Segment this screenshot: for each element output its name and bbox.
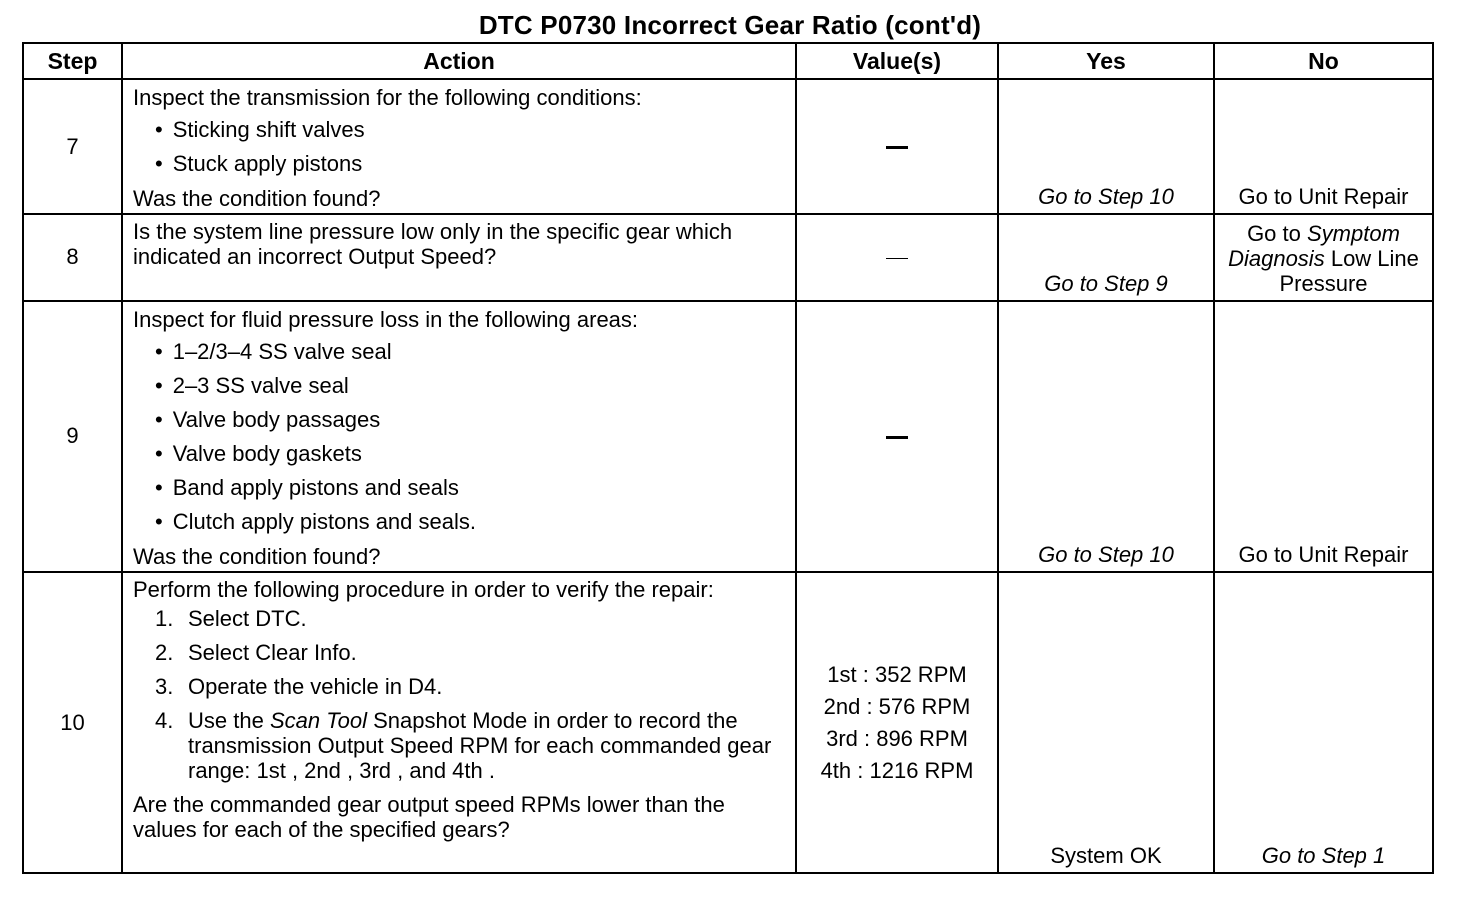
bullet-list bbox=[133, 113, 785, 181]
step-text: Operate the vehicle in D4. bbox=[188, 674, 443, 700]
yes-cell: Go to Step 10 bbox=[998, 79, 1214, 214]
value-cell bbox=[796, 214, 998, 300]
value-dash bbox=[886, 258, 908, 260]
value-cell bbox=[796, 301, 998, 573]
table-row bbox=[23, 572, 1433, 873]
step-number: 9 bbox=[23, 301, 122, 573]
step-text bbox=[188, 708, 785, 783]
action-cell bbox=[122, 214, 796, 300]
rpm-value: 2nd : 576 RPM bbox=[823, 693, 971, 719]
list-item: • Valve body gaskets bbox=[155, 437, 785, 471]
action-question: Was the condition found? bbox=[133, 186, 381, 212]
value-dash bbox=[886, 146, 908, 149]
list-item: • Band apply pistons and seals bbox=[155, 471, 785, 505]
step-text-post: Snapshot Mode in order to record the transmission Output Speed RPM for each commanded gear range: 1st , 2nd , 3rd , and 4th . bbox=[188, 708, 772, 784]
step-text-pre: Use the bbox=[188, 708, 264, 734]
step-text: Select DTC. bbox=[188, 606, 307, 632]
step-number: 8 bbox=[23, 214, 122, 300]
bullet-list bbox=[133, 335, 785, 539]
step-num: 1. bbox=[155, 606, 174, 632]
list-item: • Clutch apply pistons and seals. bbox=[155, 505, 785, 539]
step-text: Select Clear Info. bbox=[188, 640, 357, 666]
header-yes: Yes bbox=[998, 43, 1214, 79]
list-item: • Sticking shift valves bbox=[155, 113, 785, 147]
list-item: • 1–2/3–4 SS valve seal bbox=[155, 335, 785, 369]
no-link-italic: Symptom Diagnosis bbox=[1228, 220, 1400, 271]
page-title: DTC P0730 Incorrect Gear Ratio (cont'd) bbox=[478, 10, 982, 40]
yes-cell: Go to Step 10 bbox=[998, 301, 1214, 573]
step-num: 2. bbox=[155, 640, 174, 666]
scan-tool-text: Scan Tool bbox=[269, 708, 367, 734]
yes-cell: Go to Step 9 bbox=[998, 214, 1214, 300]
yes-cell: System OK bbox=[998, 572, 1214, 873]
step-num: 4. bbox=[155, 708, 174, 734]
step-number: 10 bbox=[23, 572, 122, 873]
table-row bbox=[23, 79, 1433, 214]
list-item bbox=[155, 708, 785, 783]
list-item: • Stuck apply pistons bbox=[155, 147, 785, 181]
diagnostic-table bbox=[22, 42, 1434, 874]
list-item bbox=[155, 674, 785, 699]
procedure-list bbox=[133, 606, 785, 783]
list-item: • Valve body passages bbox=[155, 403, 785, 437]
header-values: Value(s) bbox=[796, 43, 998, 79]
no-prefix: Go to bbox=[1247, 220, 1301, 246]
header-no: No bbox=[1214, 43, 1433, 79]
rpm-value: 4th : 1216 RPM bbox=[820, 757, 974, 783]
action-question: Is the system line pressure low only in the specific gear which indicated an incorrect Output Speed? bbox=[133, 219, 733, 270]
action-question: Are the commanded gear output speed RPMs lower than the values for each of the specified gears? bbox=[133, 792, 725, 843]
action-question: Was the condition found? bbox=[133, 543, 381, 569]
table-row bbox=[23, 301, 1433, 573]
value-cell bbox=[796, 79, 998, 214]
action-intro: Inspect for fluid pressure loss in the following areas: bbox=[133, 306, 639, 332]
no-cell: Go to Unit Repair bbox=[1214, 301, 1433, 573]
action-intro: Inspect the transmission for the following conditions: bbox=[133, 85, 642, 111]
no-cell bbox=[1214, 214, 1433, 300]
value-cell bbox=[796, 572, 998, 873]
action-cell bbox=[122, 79, 796, 214]
step-number: 7 bbox=[23, 79, 122, 214]
table-row bbox=[23, 214, 1433, 300]
list-item bbox=[155, 640, 785, 665]
list-item: • 2–3 SS valve seal bbox=[155, 369, 785, 403]
rpm-value: 3rd : 896 RPM bbox=[826, 725, 968, 751]
header-row bbox=[23, 43, 1433, 79]
no-suffix: Low Line Pressure bbox=[1279, 245, 1419, 296]
value-dash bbox=[886, 436, 908, 439]
no-cell: Go to Unit Repair bbox=[1214, 79, 1433, 214]
no-cell: Go to Step 1 bbox=[1214, 572, 1433, 873]
action-cell bbox=[122, 572, 796, 873]
header-step: Step bbox=[23, 43, 122, 79]
step-num: 3. bbox=[155, 674, 174, 700]
action-intro: Perform the following procedure in order to verify the repair: bbox=[133, 577, 714, 603]
list-item bbox=[155, 606, 785, 631]
action-cell bbox=[122, 301, 796, 573]
rpm-value: 1st : 352 RPM bbox=[827, 661, 967, 687]
header-action: Action bbox=[122, 43, 796, 79]
